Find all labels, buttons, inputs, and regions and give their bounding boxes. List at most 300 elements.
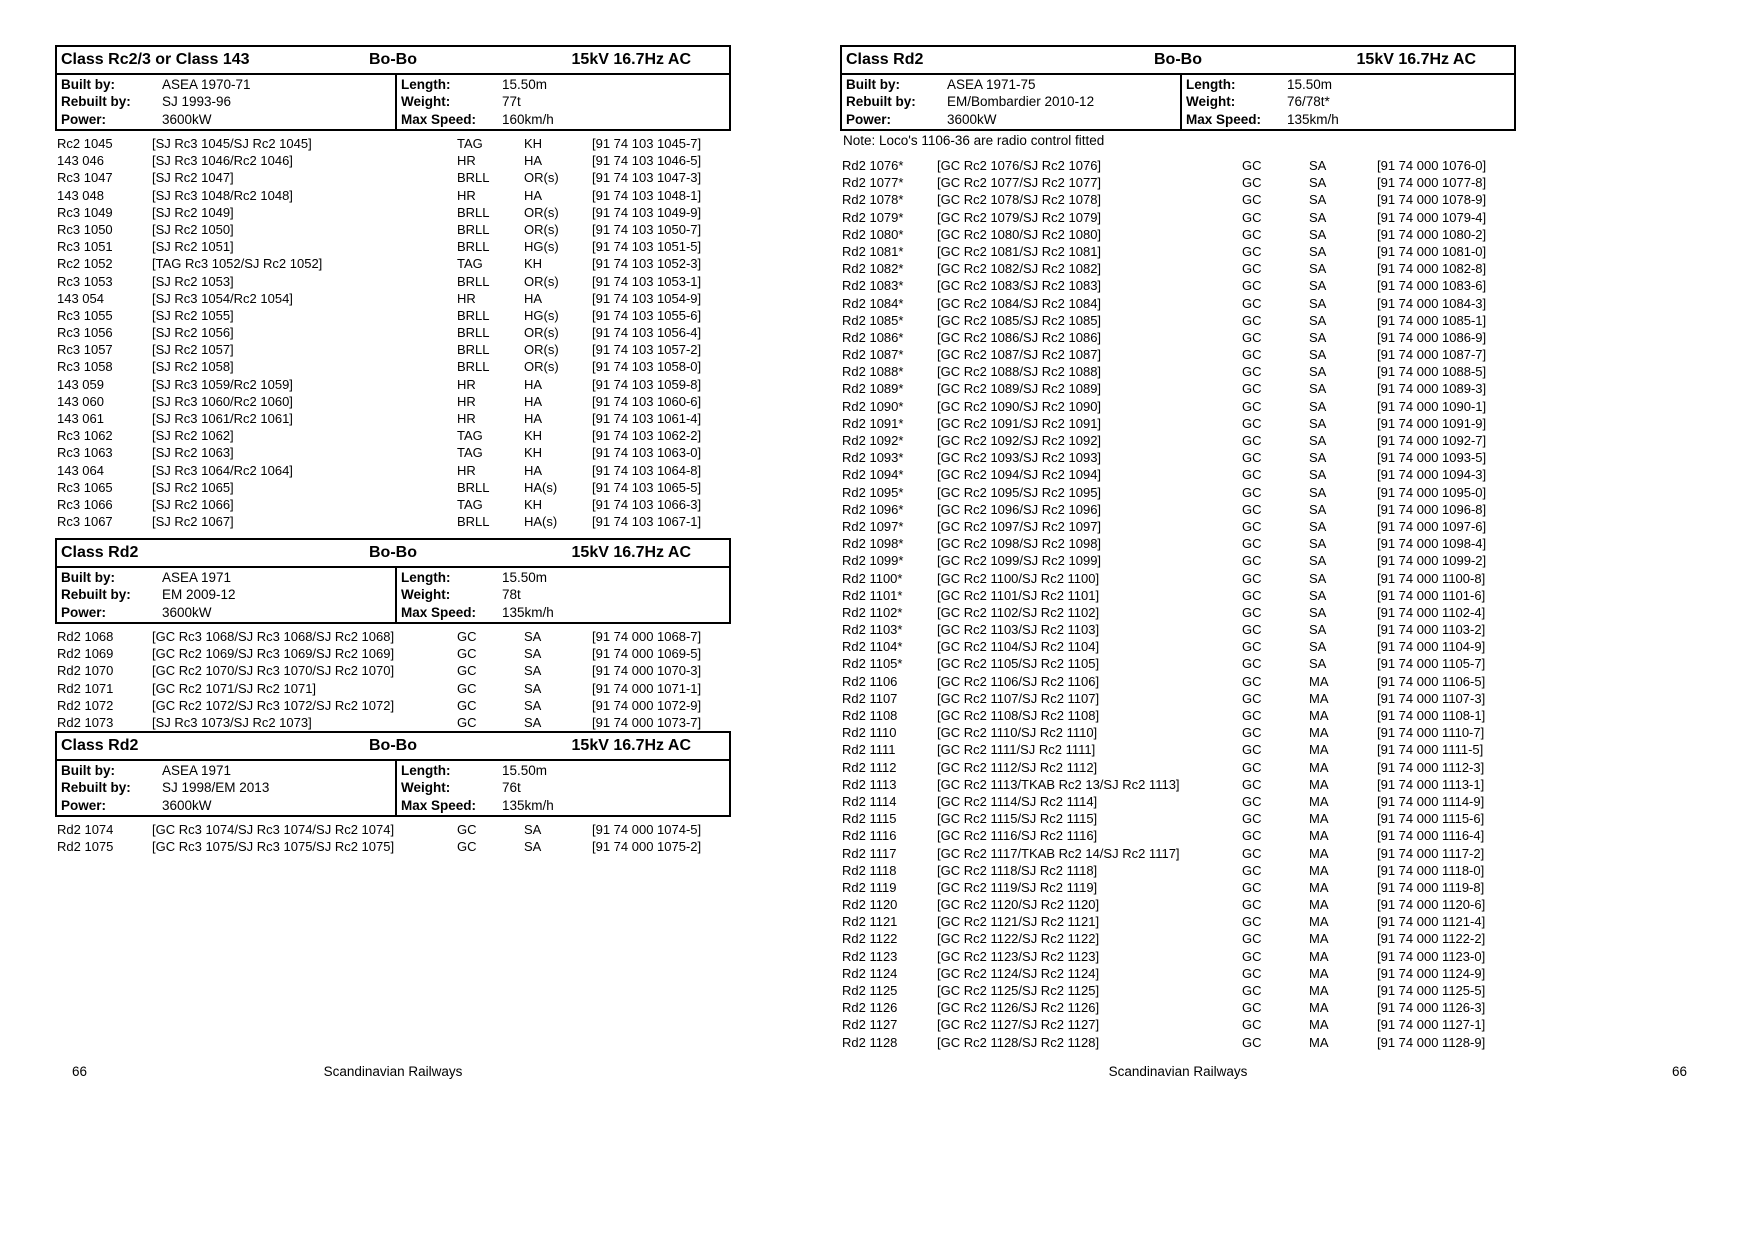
loco-number: 143 061 (57, 411, 104, 426)
loco-row (55, 255, 731, 272)
loco-row (840, 1016, 1516, 1033)
evn-number: [91 74 103 1051-5] (592, 239, 702, 255)
spec-value: 135km/h (502, 604, 554, 620)
evn-number: [91 74 103 1052-3] (592, 256, 702, 272)
owner-code: TAG (457, 445, 483, 461)
evn-number: [91 74 000 1104-9] (1377, 639, 1486, 655)
evn-number: [91 74 000 1096-8] (1377, 501, 1487, 517)
spec-line (842, 76, 1180, 93)
owner-code: BRLL (457, 170, 490, 186)
owner-code: GC (1242, 433, 1262, 448)
former-identities: [GC Rc2 1090/SJ Rc2 1090] (937, 398, 1102, 414)
spec-label: Max Speed: (401, 604, 477, 620)
loco-number: Rd2 1125 (842, 983, 898, 998)
depot-code: MA (1309, 914, 1329, 930)
loco-number: Rd2 1094* (842, 467, 904, 483)
owner-code: GC (1242, 879, 1262, 895)
table-title-row (842, 47, 1514, 75)
spec-label: Length: (401, 763, 451, 778)
spec-value: 76/78t* (1287, 94, 1330, 110)
loco-number: Rd2 1088* (842, 364, 904, 380)
depot-code: SA (1309, 639, 1327, 655)
depot-code: MA (1309, 811, 1329, 827)
evn-number: [91 74 000 1070-3] (592, 663, 702, 679)
evn-number: [91 74 000 1093-5] (1377, 450, 1487, 466)
table-title-row (57, 733, 729, 761)
evn-number: [91 74 000 1089-3] (1377, 381, 1487, 397)
depot-code: OR(s) (524, 273, 559, 289)
former-identities: [SJ Rc2 1051] (152, 239, 234, 255)
loco-row (840, 398, 1516, 415)
loco-number: Rc2 1052 (57, 256, 113, 272)
loco-row (55, 187, 731, 204)
spec-box (57, 568, 729, 622)
loco-row (840, 862, 1516, 879)
spec-line (397, 779, 729, 796)
former-identities: [GC Rc2 1107/SJ Rc2 1107] (937, 690, 1100, 706)
evn-number: [91 74 000 1111-5] (1377, 742, 1484, 758)
owner-code: GC (1242, 1000, 1262, 1016)
depot-code: SA (1309, 536, 1327, 552)
loco-number: Rd2 1099* (842, 553, 904, 569)
loco-number: Rc3 1047 (57, 170, 113, 186)
table-title-row (57, 47, 729, 75)
depot-code: MA (1309, 931, 1329, 947)
former-identities: [GC Rc2 1114/SJ Rc2 1114] (937, 793, 1098, 809)
former-identities: [GC Rc2 1115/SJ Rc2 1115] (937, 811, 1098, 827)
evn-number: [91 74 000 1072-9] (592, 697, 702, 713)
owner-code: BRLL (457, 325, 490, 341)
depot-code: SA (1309, 398, 1327, 414)
depot-code: SA (1309, 587, 1327, 603)
former-identities: [GC Rc2 1079/SJ Rc2 1079] (937, 209, 1102, 225)
loco-number: Rc3 1051 (57, 239, 113, 255)
owner-code: TAG (457, 256, 483, 272)
owner-code: BRLL (457, 514, 490, 530)
former-identities: [GC Rc2 1128/SJ Rc2 1128] (937, 1034, 1100, 1050)
evn-number: [91 74 000 1127-1] (1377, 1017, 1486, 1033)
spec-label: Power: (61, 797, 107, 813)
depot-code: SA (1309, 450, 1327, 466)
depot-code: SA (1309, 192, 1327, 208)
loco-row (840, 415, 1516, 432)
evn-number: [91 74 103 1066-3] (592, 496, 702, 512)
depot-code: SA (1309, 656, 1327, 672)
former-identities: [SJ Rc3 1054/Rc2 1054] (152, 290, 293, 306)
former-identities: [GC Rc2 1089/SJ Rc2 1089] (937, 381, 1102, 397)
spec-value: 15.50m (502, 77, 548, 92)
spec-box (57, 761, 729, 815)
owner-code: BRLL (457, 342, 490, 358)
loco-row (55, 628, 731, 645)
owner-code: BRLL (457, 204, 490, 220)
former-identities: [GC Rc2 1111/SJ Rc2 1111] (937, 742, 1096, 758)
owner-code: GC (1242, 536, 1262, 552)
former-identities: [GC Rc2 1087/SJ Rc2 1087] (937, 347, 1102, 363)
former-identities: [GC Rc2 1082/SJ Rc2 1082] (937, 261, 1102, 277)
depot-code: HA (524, 393, 543, 409)
loco-number: Rd2 1093* (842, 450, 904, 466)
owner-code: HR (457, 462, 476, 478)
loco-row (55, 358, 731, 375)
owner-code: BRLL (457, 273, 490, 289)
depot-code: MA (1309, 1017, 1329, 1033)
spec-value: 77t (502, 94, 521, 110)
loco-row (55, 444, 731, 461)
evn-number: [91 74 000 1085-1] (1377, 312, 1487, 328)
spec-label: Max Speed: (401, 111, 477, 127)
evn-number: [91 74 103 1055-6] (592, 307, 702, 323)
spec-line (57, 762, 395, 779)
former-identities: [SJ Rc2 1058] (152, 359, 234, 375)
loco-number: Rd2 1095* (842, 484, 904, 500)
depot-code: MA (1309, 759, 1329, 775)
depot-code: SA (1309, 295, 1327, 311)
loco-row (840, 604, 1516, 621)
owner-code: TAG (457, 428, 483, 444)
loco-number: Rd2 1122 (842, 931, 898, 947)
loco-row (840, 930, 1516, 947)
former-identities: [GC Rc2 1094/SJ Rc2 1094] (937, 467, 1102, 483)
owner-code: GC (1242, 484, 1262, 500)
former-identities: [GC Rc2 1113/TKAB Rc2 13/SJ Rc2 1113] (937, 776, 1180, 792)
former-identities: [SJ Rc2 1056] (152, 325, 234, 341)
evn-number: [91 74 000 1124-9] (1377, 965, 1486, 981)
loco-number: Rd2 1091* (842, 415, 904, 431)
owner-code: GC (1242, 415, 1262, 431)
owner-code: GC (1242, 261, 1262, 277)
former-identities: [SJ Rc3 1059/Rc2 1059] (152, 376, 293, 392)
owner-code: GC (1242, 329, 1262, 345)
loco-number: Rc3 1057 (57, 342, 113, 358)
owner-code: GC (1242, 1034, 1262, 1050)
loco-row (840, 209, 1516, 226)
evn-number: [91 74 103 1045-7] (592, 136, 702, 151)
owner-code: GC (1242, 656, 1262, 672)
owner-code: GC (1242, 948, 1262, 964)
former-identities: [GC Rc2 1095/SJ Rc2 1095] (937, 484, 1102, 500)
depot-code: HG(s) (524, 307, 559, 323)
spec-label: Length: (401, 77, 451, 92)
depot-code: SA (1309, 243, 1327, 259)
evn-number: [91 74 000 1117-2] (1377, 845, 1485, 861)
spec-label: Weight: (401, 780, 451, 796)
evn-number: [91 74 103 1056-4] (592, 325, 702, 341)
owner-code: GC (1242, 639, 1262, 655)
spec-line (842, 93, 1180, 110)
evn-number: [91 74 103 1050-7] (592, 221, 702, 237)
class-title: Class Rd2 (61, 737, 139, 754)
loco-number: Rd2 1080* (842, 226, 904, 242)
spec-label: Power: (61, 111, 107, 127)
loco-number: Rd2 1127 (842, 1017, 898, 1033)
spec-value: 15.50m (1287, 77, 1333, 92)
owner-code: TAG (457, 496, 483, 512)
table-header-box (55, 538, 731, 624)
loco-number: Rd2 1126 (842, 1000, 898, 1016)
owner-code: GC (1242, 587, 1262, 603)
owner-code: GC (1242, 243, 1262, 259)
spec-label: Rebuilt by: (61, 94, 131, 110)
loco-number: Rc3 1058 (57, 359, 113, 375)
evn-number: [91 74 000 1090-1] (1377, 398, 1487, 414)
depot-code: MA (1309, 1034, 1329, 1050)
spec-line (1182, 93, 1514, 110)
loco-number: Rd2 1114 (842, 793, 897, 809)
loco-row (840, 449, 1516, 466)
loco-number: Rd2 1116 (842, 828, 897, 844)
spec-line (57, 604, 395, 621)
loco-row (840, 759, 1516, 776)
owner-code: GC (1242, 553, 1262, 569)
spec-label: Built by: (61, 763, 115, 778)
evn-number: [91 74 000 1077-8] (1377, 175, 1487, 191)
loco-row (840, 380, 1516, 397)
spec-label: Rebuilt by: (846, 94, 916, 110)
spec-value: 15.50m (502, 763, 548, 778)
loco-number: Rd2 1076* (842, 158, 904, 173)
owner-code: GC (1242, 983, 1262, 998)
depot-code: MA (1309, 948, 1329, 964)
loco-row (55, 645, 731, 662)
depot-code: MA (1309, 742, 1329, 758)
depot-code: OR(s) (524, 170, 559, 186)
spec-label: Power: (846, 111, 892, 127)
evn-number: [91 74 000 1112-3] (1377, 759, 1485, 775)
evn-number: [91 74 000 1128-9] (1377, 1034, 1486, 1050)
evn-number: [91 74 000 1080-2] (1377, 226, 1487, 242)
loco-number: Rd2 1119 (842, 879, 897, 895)
former-identities: [GC Rc2 1110/SJ Rc2 1110] (937, 725, 1098, 741)
radio-control-note: Note: Loco's 1106-36 are radio control fitted (843, 133, 1105, 148)
evn-number: [91 74 000 1121-4] (1377, 914, 1486, 930)
evn-number: [91 74 103 1058-0] (592, 359, 702, 375)
loco-row (840, 466, 1516, 483)
loco-number: Rd2 1078* (842, 192, 904, 208)
owner-code: GC (1242, 897, 1262, 913)
spec-value: 135km/h (502, 797, 554, 813)
electrification: 15kV 16.7Hz AC (571, 544, 691, 561)
loco-number: Rd2 1089* (842, 381, 904, 397)
former-identities: [GC Rc2 1097/SJ Rc2 1097] (937, 518, 1102, 534)
former-identities: [GC Rc2 1096/SJ Rc2 1096] (937, 501, 1102, 517)
loco-row (55, 341, 731, 358)
class-table-rd2-c (840, 45, 1516, 1051)
former-identities: [SJ Rc3 1046/Rc2 1046] (152, 153, 293, 169)
owner-code: GC (457, 646, 477, 662)
loco-list (55, 131, 731, 530)
loco-number: Rd2 1074 (57, 822, 114, 837)
loco-row (840, 552, 1516, 569)
wheel-arrangement: Bo-Bo (369, 737, 417, 754)
loco-row (55, 821, 731, 838)
former-identities: [SJ Rc2 1050] (152, 221, 234, 237)
loco-number: Rd2 1113 (842, 776, 897, 792)
former-identities: [SJ Rc2 1063] (152, 445, 234, 461)
evn-number: [91 74 000 1119-8] (1377, 879, 1485, 895)
spec-line (57, 93, 395, 110)
loco-row (55, 307, 731, 324)
spec-value: 135km/h (1287, 111, 1339, 127)
evn-number: [91 74 000 1108-1] (1377, 708, 1486, 723)
evn-number: [91 74 000 1118-0] (1377, 862, 1485, 878)
evn-number: [91 74 000 1071-1] (592, 680, 702, 696)
depot-code: SA (1309, 415, 1327, 431)
owner-code: HR (457, 153, 476, 169)
former-identities: [GC Rc2 1127/SJ Rc2 1127] (937, 1017, 1100, 1033)
loco-list (55, 624, 731, 731)
evn-number: [91 74 000 1120-6] (1377, 897, 1486, 913)
former-identities: [GC Rc2 1119/SJ Rc2 1119] (937, 879, 1098, 895)
loco-row (840, 346, 1516, 363)
spec-label: Weight: (401, 94, 451, 110)
loco-number: Rd2 1083* (842, 278, 904, 294)
evn-number: [91 74 000 1091-9] (1377, 415, 1487, 431)
loco-number: Rd2 1073 (57, 714, 114, 730)
spec-label: Length: (401, 570, 451, 585)
owner-code: GC (457, 839, 477, 855)
loco-number: Rd2 1100* (842, 570, 903, 586)
depot-code: SA (1309, 347, 1327, 363)
spec-label: Built by: (846, 77, 900, 92)
depot-code: OR(s) (524, 342, 559, 358)
loco-row (840, 690, 1516, 707)
former-identities: [GC Rc2 1108/SJ Rc2 1108] (937, 708, 1100, 723)
spec-value: SJ 1998/EM 2013 (162, 780, 270, 796)
depot-code: SA (1309, 604, 1327, 620)
loco-row (55, 680, 731, 697)
owner-code: GC (457, 629, 477, 644)
spec-line (397, 586, 729, 603)
loco-number: Rc3 1049 (57, 204, 113, 220)
depot-code: MA (1309, 690, 1329, 706)
spec-column-right (395, 75, 729, 129)
former-identities: [SJ Rc2 1053] (152, 273, 234, 289)
spec-value: EM 2009-12 (162, 587, 236, 603)
depot-code: KH (524, 445, 543, 461)
loco-number: Rd2 1069 (57, 646, 114, 662)
electrification: 15kV 16.7Hz AC (571, 51, 691, 68)
spec-label: Weight: (1186, 94, 1236, 110)
loco-number: Rd2 1128 (842, 1034, 898, 1050)
evn-number: [91 74 000 1125-5] (1377, 983, 1486, 998)
evn-number: [91 74 000 1116-4] (1377, 828, 1485, 844)
class-title: Class Rc2/3 or Class 143 (61, 51, 250, 68)
loco-number: Rd2 1105* (842, 656, 903, 672)
loco-row (55, 324, 731, 341)
depot-code: HA(s) (524, 514, 558, 530)
evn-number: [91 74 000 1123-0] (1377, 948, 1486, 964)
evn-number: [91 74 103 1063-0] (592, 445, 702, 461)
owner-code: BRLL (457, 221, 490, 237)
depot-code: HA (524, 411, 543, 426)
loco-number: Rd2 1106 (842, 673, 898, 689)
loco-number: 143 046 (57, 153, 104, 169)
owner-code: BRLL (457, 359, 490, 375)
evn-number: [91 74 000 1115-6] (1377, 811, 1485, 827)
depot-code: SA (524, 646, 542, 662)
spec-column-right (395, 568, 729, 622)
owner-code: GC (1242, 175, 1262, 191)
loco-row (840, 363, 1516, 380)
owner-code: BRLL (457, 239, 490, 255)
evn-number: [91 74 000 1126-3] (1377, 1000, 1486, 1016)
owner-code: GC (457, 697, 477, 713)
spec-column-right (395, 761, 729, 815)
former-identities: [GC Rc3 1068/SJ Rc3 1068/SJ Rc2 1068] (152, 629, 395, 644)
loco-row (55, 714, 731, 731)
loco-row (840, 1034, 1516, 1051)
owner-code: TAG (457, 136, 483, 151)
loco-row (840, 845, 1516, 862)
spec-value: ASEA 1971 (162, 570, 232, 585)
depot-code: SA (1309, 364, 1327, 380)
depot-code: KH (524, 428, 543, 444)
evn-number: [91 74 000 1092-7] (1377, 433, 1487, 448)
former-identities: [GC Rc2 1092/SJ Rc2 1092] (937, 433, 1102, 448)
former-identities: [GC Rc3 1074/SJ Rc3 1074/SJ Rc2 1074] (152, 822, 395, 837)
wheel-arrangement: Bo-Bo (1154, 51, 1202, 68)
depot-code: MA (1309, 983, 1329, 998)
loco-row (840, 810, 1516, 827)
former-identities: [SJ Rc2 1049] (152, 204, 234, 220)
owner-code: GC (457, 822, 477, 837)
loco-number: Rd2 1121 (842, 914, 898, 930)
owner-code: GC (1242, 793, 1262, 809)
loco-number: Rc3 1063 (57, 445, 113, 461)
former-identities: [GC Rc2 1106/SJ Rc2 1106] (937, 673, 1100, 689)
evn-number: [91 74 103 1064-8] (592, 462, 702, 478)
page-number-right: 66 (1672, 1064, 1688, 1079)
loco-number: Rd2 1108 (842, 708, 898, 723)
spec-line (397, 76, 729, 93)
spec-line (397, 797, 729, 814)
loco-row (840, 484, 1516, 501)
evn-number: [91 74 000 1081-0] (1377, 243, 1487, 259)
former-identities: [GC Rc2 1103/SJ Rc2 1103] (937, 622, 1100, 638)
loco-number: Rd2 1079* (842, 209, 904, 225)
loco-row (840, 157, 1516, 174)
former-identities: [GC Rc2 1104/SJ Rc2 1104] (937, 639, 1100, 655)
spec-column-left (57, 568, 395, 622)
owner-code: GC (457, 714, 477, 730)
loco-row (840, 312, 1516, 329)
owner-code: GC (1242, 158, 1262, 173)
depot-code: MA (1309, 776, 1329, 792)
loco-number: Rd2 1082* (842, 261, 904, 277)
loco-row (840, 570, 1516, 587)
former-identities: [SJ Rc3 1045/SJ Rc2 1045] (152, 136, 312, 151)
owner-code: GC (1242, 192, 1262, 208)
loco-row (840, 535, 1516, 552)
evn-number: [91 74 103 1049-9] (592, 204, 702, 220)
depot-code: MA (1309, 897, 1329, 913)
depot-code: SA (1309, 261, 1327, 277)
depot-code: SA (524, 822, 542, 837)
former-identities: [GC Rc2 1077/SJ Rc2 1077] (937, 175, 1102, 191)
spec-label: Weight: (401, 587, 451, 603)
depot-code: HA (524, 187, 543, 203)
loco-row (840, 965, 1516, 982)
depot-code: KH (524, 496, 543, 512)
former-identities: [GC Rc2 1086/SJ Rc2 1086] (937, 329, 1102, 345)
spec-value: SJ 1993-96 (162, 94, 232, 110)
owner-code: BRLL (457, 479, 490, 495)
former-identities: [GC Rc3 1075/SJ Rc3 1075/SJ Rc2 1075] (152, 839, 395, 855)
spec-value: 3600kW (947, 111, 997, 127)
loco-number: Rc3 1062 (57, 428, 113, 444)
former-identities: [GC Rc2 1105/SJ Rc2 1105] (937, 656, 1100, 672)
